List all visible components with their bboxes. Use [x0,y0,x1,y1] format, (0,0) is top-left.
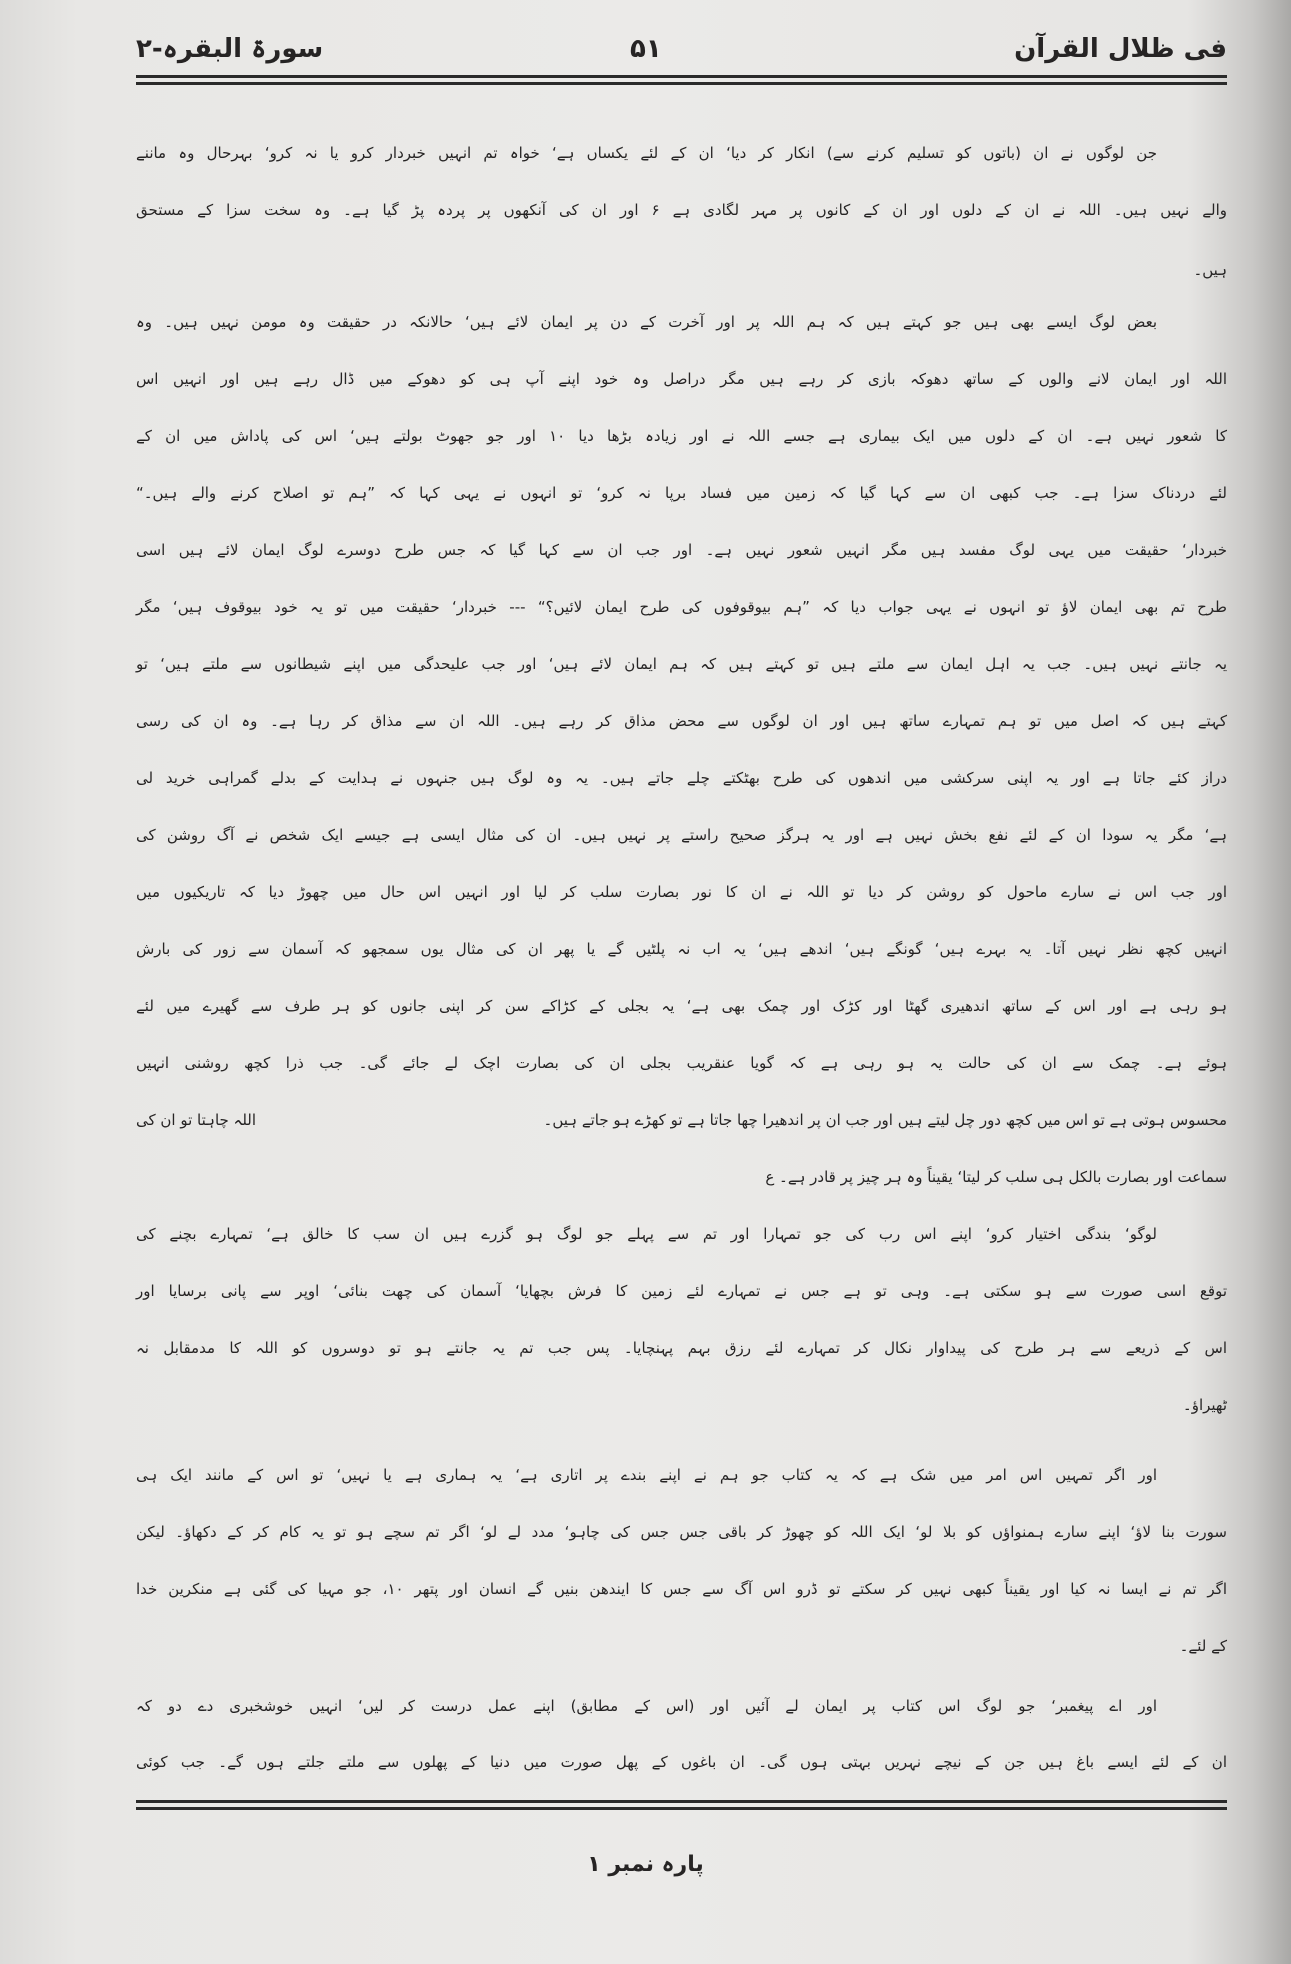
text-line: اللہ اور ایمان لانے والوں کے ساتھ دھوکہ بازی کر رہے ہیں مگر دراصل وہ خود اپنے آپ ہی کو دھوکے میں ڈال رہے ہیں اور انہیں اس [136,370,1227,388]
paragraph-last-line: ہیں۔ [1193,261,1227,279]
text-line-segment: محسوس ہوتی ہے تو اس میں کچھ دور چل لیتے ہیں اور جب ان پر اندھیرا چھا جاتا ہے تو کھڑے ہو جاتے ہیں۔ [543,1111,1227,1129]
header-surah: سورۃ البقرہ-۲ [136,34,324,64]
text-line: طرح تم بھی ایمان لاؤ تو انہوں نے یہی جواب دیا کہ ”ہم بیوقوفوں کی طرح ایمان لائیں؟“ --- خبردار‘ حقیقت میں تو یہ خود بیوقوف ہیں‘ مگر [136,598,1227,616]
text-line: اس کے ذریعے سے ہر طرح کی پیداوار نکال کر تمہارے لئے رزق بہم پہنچایا۔ پس جب تم یہ جانتے ہو تو دوسروں کو اللہ کا مدمقابل نہ [136,1339,1227,1357]
text-line: سورت بنا لاؤ‘ اپنے سارے ہمنواؤں کو بلا لو‘ ایک اللہ کو چھوڑ کر باقی جس جس کی چاہو‘ مدد لے لو‘ اگر تم سچے ہو تو یہ کام کر کے دکھاؤ۔ لیکن [136,1523,1227,1541]
text-line: اگر تم نے ایسا نہ کیا اور یقیناً کبھی نہیں کر سکتے تو ڈرو اس آگ سے جس کا ایندھن بنیں گے انسان اور پتھر ۱۰، جو مہیا کی گئی ہے منکرین خدا [136,1580,1227,1598]
text-line-segment-tail: اللہ چاہتا تو ان کی [136,1111,257,1129]
footer-para-label: پارہ نمبر ۱ [587,1852,704,1877]
text-line: یہ جانتے نہیں ہیں۔ جب یہ اہل ایمان سے ملتے ہیں تو کہتے ہیں کہ ہم ایمان لائے ہیں‘ اور جب علیحدگی میں اپنے شیطانوں سے ملتے ہیں‘ تو [136,655,1227,673]
header-page-number: ۵۱ [630,34,662,64]
paragraph-last-line: کے لئے۔ [1179,1637,1227,1655]
header-double-rule [136,75,1227,85]
text-line: ہو رہی ہے اور اس کے ساتھ اندھیری گھٹا اور کڑک اور چمک بھی ہے‘ یہ بجلی کے کڑاکے سن کر اپنی جانوں کو ہر طرف سے گھیرے میں لئے [136,997,1227,1015]
text-line: ہے‘ مگر یہ سودا ان کے لئے نفع بخش نہیں ہے اور یہ ہرگز صحیح راستے پر نہیں ہیں۔ ان کی مثال ایسی ہے جیسے ایک شخص نے آگ روشن کی [136,826,1227,844]
paragraph-first-line: لوگو‘ بندگی اختیار کرو‘ اپنے اس رب کی جو تمہارا اور تم سے پہلے جو لوگ ہو گزرے ہیں ان سب کا خالق ہے‘ تمہارے بچنے کی [136,1225,1157,1243]
text-line: والے نہیں ہیں۔ اللہ نے ان کے دلوں اور ان کے کانوں پر مہر لگادی ہے ۶ اور ان کی آنکھوں پر پردہ پڑ گیا ہے۔ وہ سخت سزا کے مستحق [136,201,1227,219]
text-line: ہوئے ہے۔ چمک سے ان کی حالت یہ ہو رہی ہے کہ گویا عنقریب بجلی ان کی بصارت اچک لے جائے گی۔ جب ذرا کچھ روشنی انہیں [136,1054,1227,1072]
paragraph-last-line: سماعت اور بصارت بالکل ہی سلب کر لیتا‘ یقیناً وہ ہر چیز پر قادر ہے۔ ع [765,1168,1227,1186]
text-line: توقع اسی صورت سے ہو سکتی ہے۔ وہی تو ہے جس نے تمہارے لئے زمین کا فرش بچھایا‘ آسمان کی چھت بنائی‘ اوپر سے پانی برسایا اور [136,1282,1227,1300]
text-line: لئے دردناک سزا ہے۔ جب کبھی ان سے کہا گیا کہ زمین میں فساد برپا نہ کرو‘ تو انہوں نے یہی کہا کہ ”ہم تو اصلاح کرنے والے ہیں۔“ [136,484,1227,502]
paragraph-first-line: جن لوگوں نے ان (باتوں کو تسلیم کرنے سے) انکار کر دیا‘ ان کے لئے یکساں ہے‘ خواہ تم انہیں خبردار کرو یا نہ کرو‘ بہرحال وہ ماننے [136,144,1157,162]
text-line: کا شعور نہیں ہے۔ ان کے دلوں میں ایک بیماری ہے جسے اللہ نے اور زیادہ بڑھا دیا ۱۰ اور جو جھوٹ بولتے ہیں‘ اس کی پاداش میں ان کے [136,427,1227,445]
text-line: ان کے لئے ایسے باغ ہیں جن کے نیچے نہریں بہتی ہوں گی۔ ان باغوں کے پھل صورت میں دنیا کے پھلوں سے ملتے جلتے ہوں گے۔ جب کوئی [136,1753,1227,1771]
paragraph-first-line: بعض لوگ ایسے بھی ہیں جو کہتے ہیں کہ ہم اللہ پر اور آخرت کے دن پر ایمان لائے ہیں‘ حالانکہ در حقیقت وہ مومن نہیں ہیں۔ وہ [136,313,1157,331]
paragraph-last-line: ٹھیراؤ۔ [1182,1396,1227,1414]
paragraph-first-line: اور اگر تمہیں اس امر میں شک ہے کہ یہ کتاب جو ہم نے اپنے بندے پر اتاری ہے‘ یہ ہماری ہے یا نہیں‘ تو اس کے مانند ایک ہی [136,1466,1157,1484]
text-line: دراز کئے جاتا ہے اور یہ اپنی سرکشی میں اندھوں کی طرح بھٹکتے چلے جاتے ہیں۔ یہ وہ لوگ ہیں جنہوں نے ہدایت کے بدلے گمراہی خرید لی [136,769,1227,787]
text-line: اور جب اس نے سارے ماحول کو روشن کر دیا تو اللہ نے ان کا نور بصارت سلب کر لیا اور انہیں اس حال میں چھوڑ دیا کہ تاریکیوں میں [136,883,1227,901]
text-line [136,1108,1227,1132]
paragraph-first-line: اور اے پیغمبر‘ جو لوگ اس کتاب پر ایمان لے آئیں اور (اس کے مطابق) اپنے عمل درست کر لیں‘ انہیں خوشخبری دے دو کہ [136,1697,1157,1715]
header-book-title: فی ظلال القرآن [1014,34,1227,64]
text-line: خبردار‘ حقیقت میں یہی لوگ مفسد ہیں مگر انہیں شعور نہیں ہے۔ اور جب ان سے کہا گیا کہ جس طرح دوسرے لوگ ایمان لائے ہیں اسی [136,541,1227,559]
footer-double-rule [136,1800,1227,1810]
text-line: انہیں کچھ نظر نہیں آتا۔ یہ بہرے ہیں‘ گونگے ہیں‘ اندھے ہیں‘ یہ اب نہ پلٹیں گے یا پھر ان کی مثال یوں سمجھو کہ آسمان سے زور کی بارش [136,940,1227,958]
text-line: کہتے ہیں کہ اصل میں تو ہم تمہارے ساتھ ہیں اور ان لوگوں سے محض مذاق کر رہے ہیں۔ اللہ ان سے مذاق کر رہا ہے۔ وہ ان کی رسی [136,712,1227,730]
